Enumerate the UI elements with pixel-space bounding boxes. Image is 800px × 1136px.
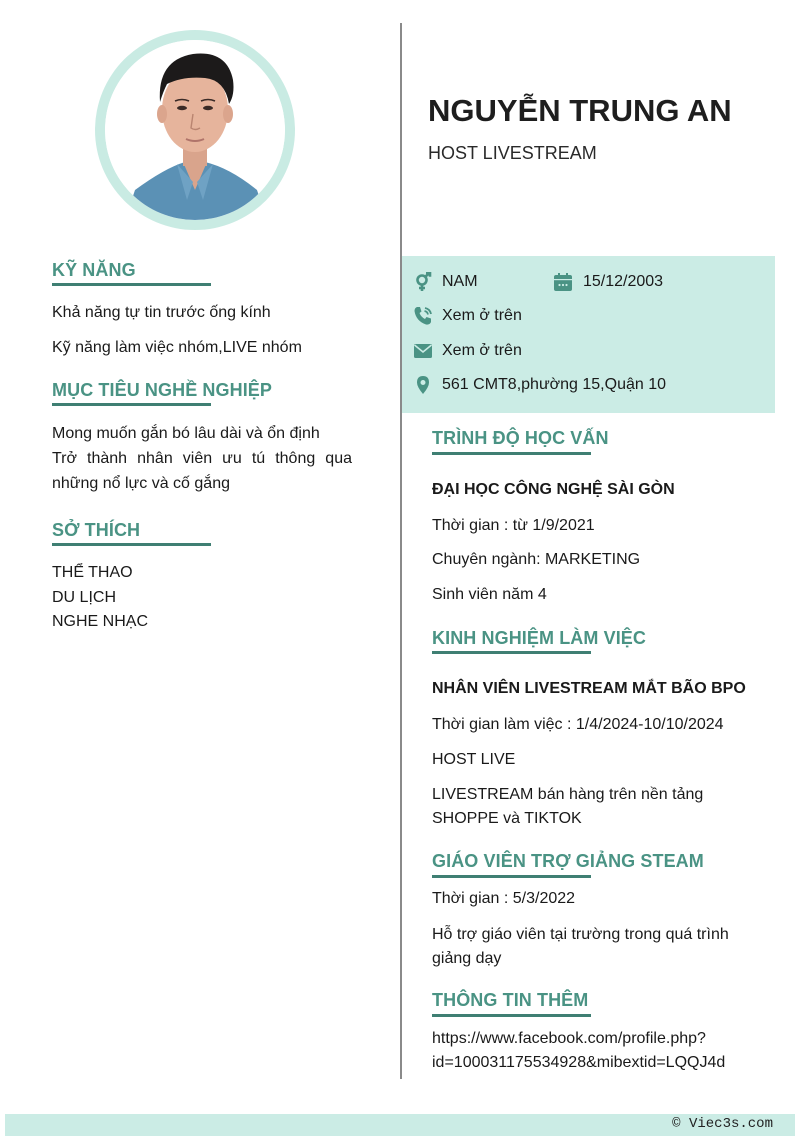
- experience-role: HOST LIVE: [432, 751, 516, 768]
- hobby-item: THỂ THAO: [52, 564, 133, 581]
- experience-underline: [432, 651, 591, 654]
- email-value: Xem ở trên: [442, 342, 522, 359]
- skills-underline: [52, 283, 211, 286]
- email-icon: [413, 341, 433, 361]
- education-year: Sinh viên năm 4: [432, 586, 547, 603]
- objective-line: Trở thành nhân viên ưu tú thông qua: [52, 450, 352, 467]
- contact-panel: [402, 256, 775, 413]
- objective-line: Mong muốn gắn bó lâu dài và ổn định: [52, 425, 320, 442]
- birthdate-value: 15/12/2003: [583, 273, 664, 290]
- objective-underline: [52, 403, 211, 406]
- objective-line: những nổ lực và cố gắng: [52, 475, 230, 492]
- company-name: NHÂN VIÊN LIVESTREAM MẮT BÃO BPO: [432, 680, 746, 697]
- experience-time: Thời gian làm việc : 1/4/2024-10/10/2024: [432, 716, 724, 733]
- job-title: HOST LIVESTREAM: [428, 143, 597, 163]
- education-underline: [432, 452, 591, 455]
- hobby-item: NGHE NHẠC: [52, 613, 149, 630]
- facebook-link-cont[interactable]: id=100031175534928&mibextid=LQQJ4d: [432, 1054, 726, 1071]
- location-icon: [413, 375, 433, 395]
- more-info-title: THÔNG TIN THÊM: [432, 990, 589, 1010]
- education-title: TRÌNH ĐỘ HỌC VẤN: [432, 428, 609, 448]
- experience-desc: SHOPPE và TIKTOK: [432, 810, 582, 827]
- assistant-time: Thời gian : 5/3/2022: [432, 890, 576, 907]
- avatar: [105, 40, 285, 220]
- assistant-title: GIÁO VIÊN TRỢ GIẢNG STEAM: [432, 851, 704, 871]
- profile-photo-icon: [105, 40, 285, 220]
- hobby-item: DU LỊCH: [52, 589, 117, 606]
- hobbies-underline: [52, 543, 211, 546]
- assistant-underline: [432, 875, 591, 878]
- hobbies-title: SỞ THÍCH: [52, 520, 141, 540]
- candidate-name: NGUYỄN TRUNG AN: [428, 93, 732, 128]
- column-divider: [400, 23, 402, 1079]
- calendar-icon: [553, 272, 573, 292]
- footer-bar: [5, 1114, 795, 1136]
- experience-title: KINH NGHIỆM LÀM VIỆC: [432, 628, 647, 648]
- skills-title: KỸ NĂNG: [52, 260, 136, 280]
- address-value: 561 CMT8,phường 15,Quận 10: [442, 376, 667, 393]
- gender-icon: [413, 272, 433, 292]
- objective-title: MỤC TIÊU NGHỀ NGHIỆP: [52, 380, 273, 400]
- assistant-desc: Hỗ trợ giáo viên tại trường trong quá trình: [432, 926, 729, 943]
- phone-value: Xem ở trên: [442, 307, 522, 324]
- facebook-link[interactable]: https://www.facebook.com/profile.php?: [432, 1030, 706, 1047]
- copyright: © Viec3s.com: [672, 1116, 773, 1132]
- phone-icon: [413, 306, 433, 326]
- assistant-desc: giảng dạy: [432, 950, 502, 967]
- school-name: ĐẠI HỌC CÔNG NGHỆ SÀI GÒN: [432, 481, 675, 498]
- skill-item: Khả năng tự tin trước ống kính: [52, 304, 271, 321]
- more-info-underline: [432, 1014, 591, 1017]
- experience-desc: LIVESTREAM bán hàng trên nền tảng: [432, 786, 704, 803]
- objective-text: [52, 421, 352, 496]
- gender-value: NAM: [442, 273, 478, 290]
- education-time: Thời gian : từ 1/9/2021: [432, 517, 595, 534]
- education-major: Chuyên ngành: MARKETING: [432, 551, 641, 568]
- skill-item: Kỹ năng làm việc nhóm,LIVE nhóm: [52, 339, 302, 356]
